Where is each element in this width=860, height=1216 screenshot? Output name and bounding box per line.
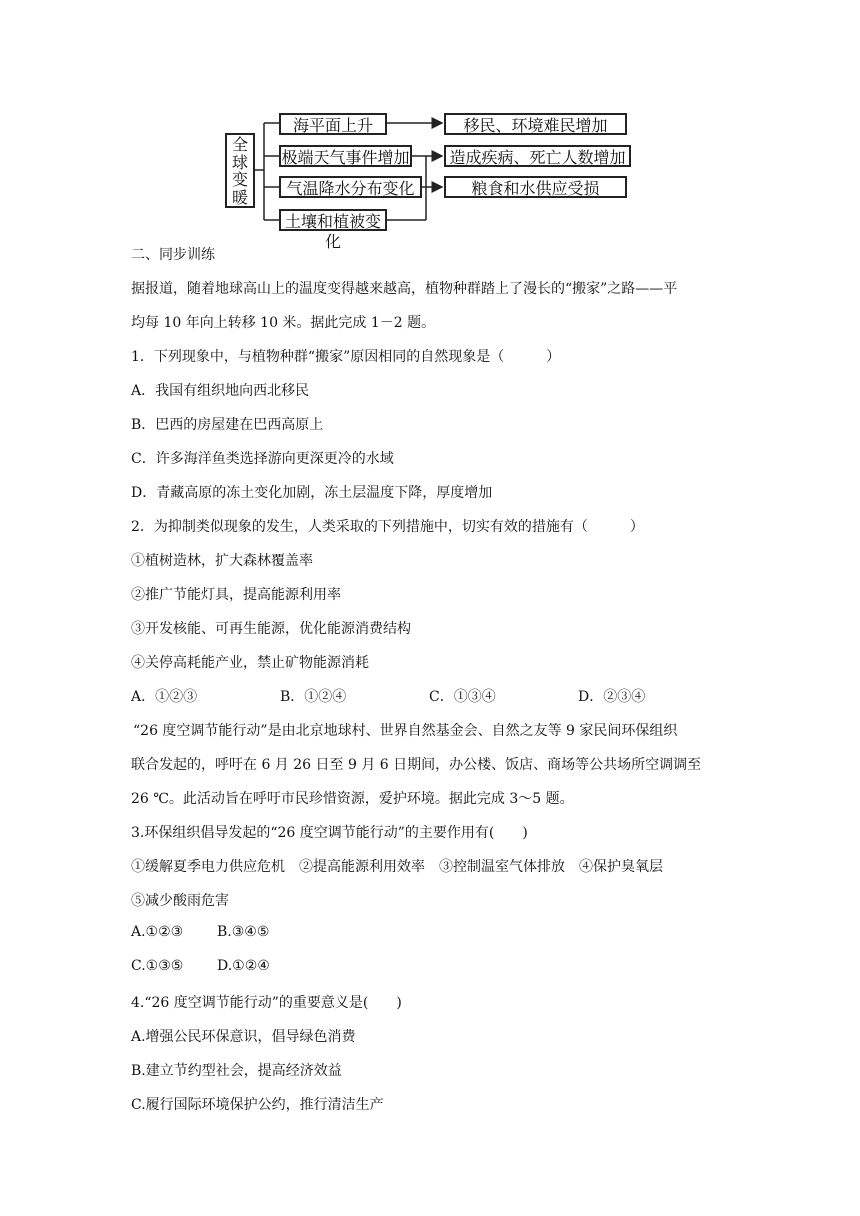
q3-option-a: A.①②③ (131, 924, 184, 940)
q2-statement-2: ②推广节能灯具，提高能源利用率 (131, 587, 341, 603)
q1-option-a: A．我国有组织地向西北移民 (131, 383, 310, 399)
q2-option-c: C．①③④ (429, 689, 496, 705)
intro2-line2: 联合发起的，呼吁在 6 月 26 日至 9 月 6 日期间，办公楼、饭店、商场等公共场所空调调至 (131, 757, 702, 773)
q1-option-b: B．巴西的房屋建在巴西高原上 (131, 417, 324, 433)
intro2-line1: “26 度空调节能行动”是由北京地球村、世界自然基金会、自然之友等 9 家民间环保组织 (133, 723, 678, 739)
section-title: 二、同步训练 (131, 247, 215, 263)
q3-option-c: C.①③⑤ (131, 958, 184, 974)
q1-option-c: C．许多海洋鱼类选择游向更深更冷的水域 (131, 451, 394, 467)
q2-option-d: D．②③④ (578, 689, 646, 705)
q3-option-b: B.③④⑤ (217, 924, 270, 940)
cause-box-soil-vegetation: 土壤和植被变化 (279, 209, 387, 231)
root-char-3: 变 (231, 170, 248, 189)
q4-option-c: C.履行国际环境保护公约，推行清洁生产 (131, 1097, 384, 1113)
q1-option-d: D．青藏高原的冻土变化加剧，冻土层温度下降，厚度增加 (131, 485, 493, 501)
cause-box-extreme-weather: 极端天气事件增加 (279, 145, 412, 167)
q3-options-line2: ⑤减少酸雨危害 (131, 893, 229, 909)
q2-statement-1: ①植树造林，扩大森林覆盖率 (131, 553, 313, 569)
q4-option-b: B.建立节约型社会，提高经济效益 (131, 1063, 342, 1079)
effect-box-food-water: 粮食和水供应受损 (444, 176, 627, 198)
root-char-2: 球 (231, 152, 248, 172)
q4-option-a: A.增强公民环保意识，倡导绿色消费 (131, 1029, 356, 1045)
diagram-root-box (225, 133, 255, 208)
q2-statement-4: ④关停高耗能产业，禁止矿物能源消耗 (131, 655, 369, 671)
intro1-line1: 据报道，随着地球高山上的温度变得越来越高，植物种群踏上了漫长的“搬家”之路——平 (131, 281, 678, 297)
q1-stem: 1．下列现象中，与植物种群“搬家”原因相同的自然现象是（ ） (131, 349, 561, 365)
q2-option-b: B．①②④ (280, 689, 347, 705)
q3-stem: 3.环保组织倡导发起的“26 度空调节能行动”的主要作用有( ) (131, 825, 528, 841)
q2-option-a: A．①②③ (131, 689, 198, 705)
global-warming-diagram (0, 0, 860, 251)
effect-box-disease: 造成疾病、死亡人数增加 (444, 145, 631, 167)
q4-stem: 4.“26 度空调节能行动”的重要意义是( ) (131, 995, 402, 1011)
q3-options-line1: ①缓解夏季电力供应危机 ②提高能源利用效率 ③控制温室气体排放 ④保护臭氧层 (131, 859, 663, 875)
diagram-connectors (0, 0, 860, 240)
root-char-1: 全 (231, 135, 248, 154)
cause-box-sea-level: 海平面上升 (279, 113, 387, 135)
cause-box-temperature-precip: 气温降水分布变化 (279, 176, 422, 198)
q2-stem: 2．为抑制类似现象的发生，人类采取的下列措施中，切实有效的措施有（ ） (131, 519, 644, 535)
intro1-line2: 均每 10 年向上转移 10 米。据此完成 1－2 题。 (131, 315, 436, 331)
intro2-line3: 26 ℃。此活动旨在呼吁市民珍惜资源，爱护环境。据此完成 3～5 题。 (131, 791, 574, 807)
q3-option-d: D.①②④ (217, 958, 270, 974)
effect-box-migrants: 移民、环境难民增加 (444, 113, 627, 135)
q2-statement-3: ③开发核能、可再生能源，优化能源消费结构 (131, 621, 411, 637)
root-char-4: 暖 (231, 187, 248, 207)
